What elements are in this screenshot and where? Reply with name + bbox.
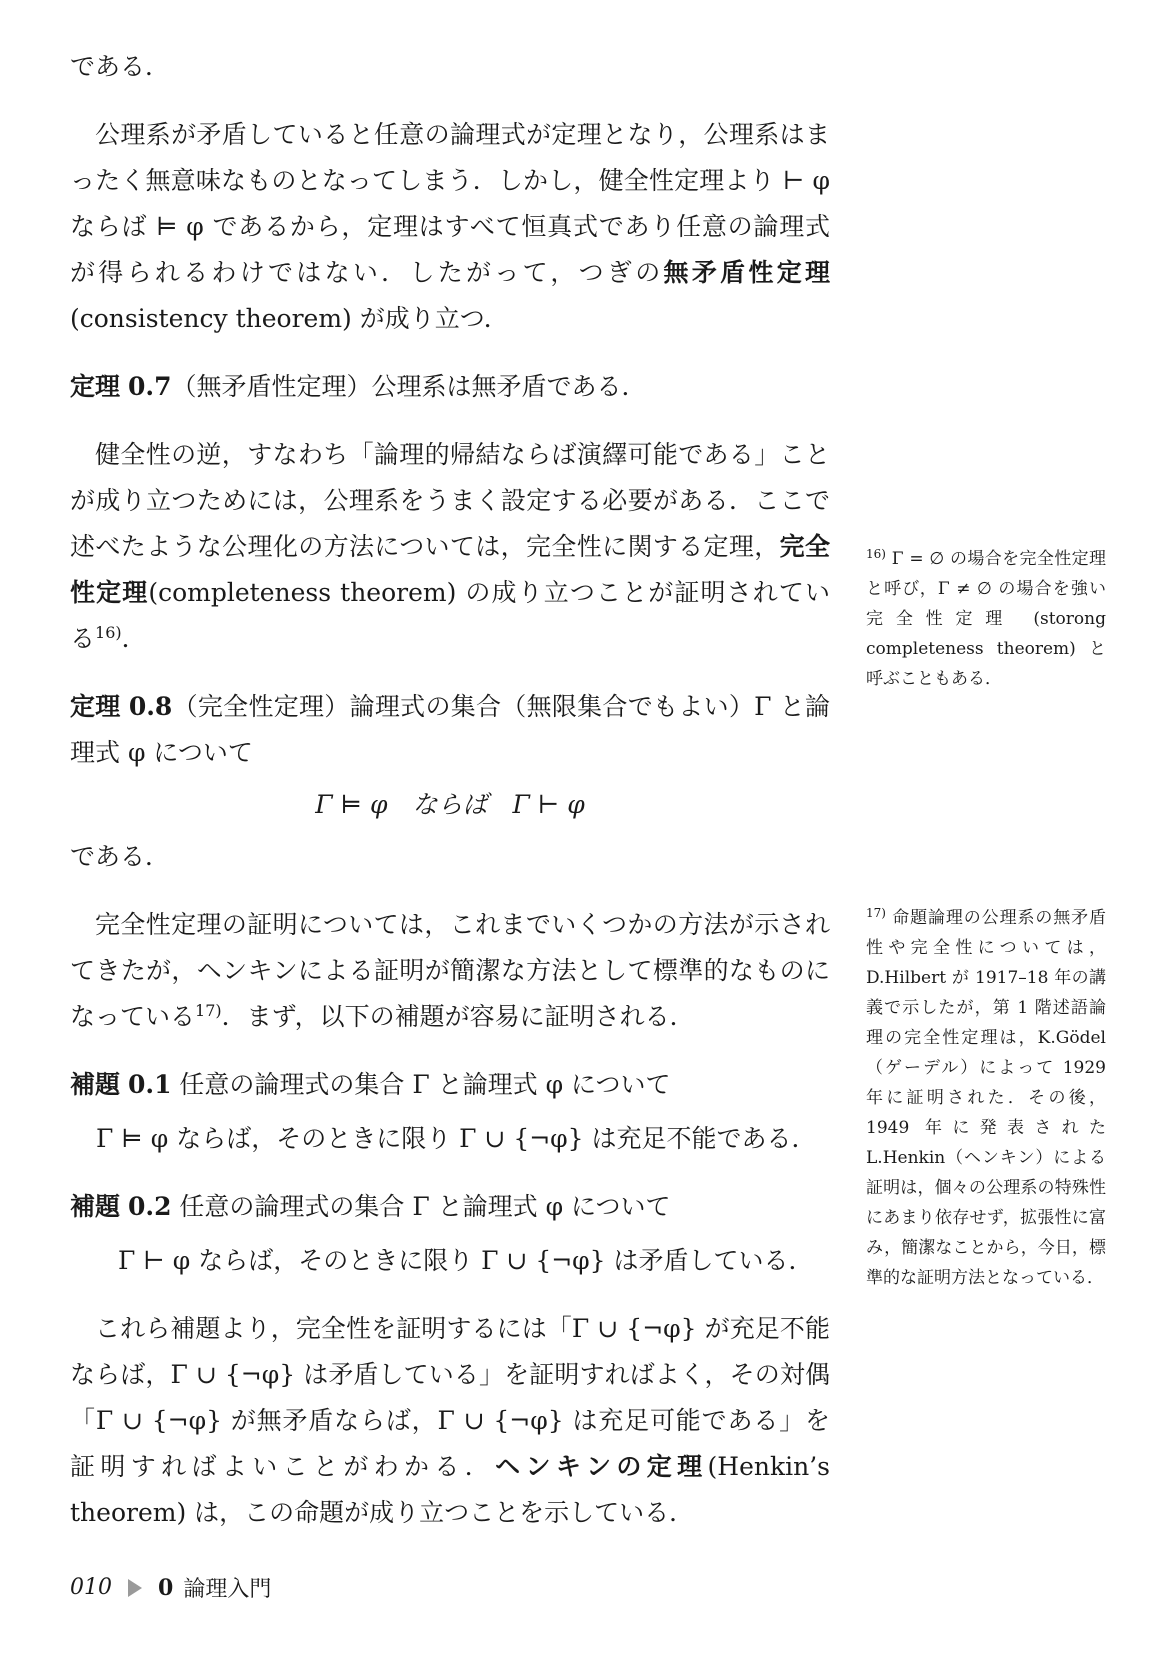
lemma-label: 補題 (70, 1192, 121, 1221)
paragraph-completeness-tail: (completeness theorem) の成り立つことが証明されている (70, 578, 830, 653)
theorem-0-7 (70, 364, 830, 410)
paragraph-consistency-tail: (consistency theorem) が成り立つ． (70, 304, 509, 333)
lemma-label: 補題 (70, 1070, 121, 1099)
theorem-number: 0.8 (128, 692, 173, 721)
theorem-body: 公理系は無矛盾である． (371, 372, 647, 401)
sidenote-text: Γ = ∅ の場合を完全性定理と呼び，Γ ≠ ∅ の場合を強い完全性定理 (storong completeness theorem) と呼ぶこともある． (866, 549, 1107, 689)
term-completeness-theorem: 完全性定理 (70, 532, 830, 607)
sidenote-17 (866, 903, 1106, 1293)
term-henkin-theorem: ヘンキンの定理 (495, 1452, 708, 1481)
lemma-0-2-formula: Γ ⊢ φ ならば，そのときに限り Γ ∪ {¬φ} は矛盾している． (118, 1246, 814, 1275)
paragraph-henkin-proof-tail: ．まず，以下の補題が容易に証明される． (221, 1002, 695, 1031)
theorem-name: （完全性定理） (172, 692, 350, 721)
term-consistency-theorem: 無矛盾性定理 (663, 258, 830, 287)
paragraph-completeness-end: ． (121, 624, 147, 653)
theorem-label: 定理 (70, 372, 121, 401)
theorem-number: 0.7 (127, 372, 172, 401)
lemma-0-1 (70, 1062, 830, 1108)
main-text-column (70, 44, 830, 1536)
paragraph-completeness (70, 432, 830, 662)
lemma-number: 0.2 (127, 1192, 172, 1221)
paragraph-henkin-theorem-tail: (Henkin’s theorem) は，この命題が成り立つことを示している． (70, 1452, 830, 1527)
page-footer (70, 1572, 271, 1603)
lemma-0-2 (70, 1184, 830, 1230)
paragraph-henkin-proof-body: 完全性定理の証明については，これまでいくつかの方法が示されてきたが，ヘンキンによる証明が簡潔な方法として標準的なものになっている (70, 910, 830, 1031)
sidenote-text: 命題論理の公理系の無矛盾性や完全性については，D.Hilbert が 1917–18 年の講義で示したが，第 1 階述語論理の完全性定理は，K.Gödel（ゲーデル）によって 1929 年に証明された．その後，1949 年に発表された L.Henkin（ヘンキン）による証明は，個々の公理系の特殊性にあまり依存せず，拡張性に富み，簡潔なことから，今日，標準的な証明方法となっている． (866, 908, 1107, 1288)
theorem-0-8 (70, 684, 830, 776)
paragraph-henkin-theorem (70, 1306, 830, 1536)
lemma-body: 任意の論理式の集合 Γ と論理式 φ について (179, 1192, 671, 1221)
footnote-ref-16[interactable]: 16) (95, 623, 122, 642)
paragraph-intro: である． (70, 52, 171, 81)
paragraph-henkin-theorem-body: これら補題より，完全性を証明するには「Γ ∪ {¬φ} が充足不能ならば，Γ ∪ {¬φ} は矛盾している」を証明すればよく，その対偶「Γ ∪ {¬φ} が無矛盾ならば，Γ ∪ {¬φ} は充足可能である」を証明すればよいことがわかる． (70, 1314, 830, 1481)
sidenote-16 (866, 544, 1106, 694)
paragraph-consistency (70, 112, 830, 342)
paragraph-consistency-body: 公理系が矛盾していると任意の論理式が定理となり，公理系はまったく無意味なものとなってしまう．しかし，健全性定理より ⊢ φ ならば ⊨ φ であるから，定理はすべて恒真式であり任意の論理式が得られるわけではない．したがって，つぎの (70, 120, 830, 287)
theorem-body: 論理式の集合（無限集合でもよい）Γ と論理式 φ について (70, 692, 830, 767)
theorem-name: （無矛盾性定理） (171, 372, 372, 401)
triangle-right-icon (128, 1579, 142, 1597)
theorem-label: 定理 (70, 692, 121, 721)
sidenote-mark: 17) (866, 906, 886, 920)
paragraph-completeness-body: 健全性の逆，すなわち「論理的帰結ならば演繹可能である」ことが成り立つためには，公理系をうまく設定する必要がある．ここで述べたような公理化の方法については，完全性に関する定理， (70, 440, 830, 561)
paragraph-henkin-proof (70, 902, 830, 1040)
chapter-title: 論理入門 (183, 1577, 272, 1602)
lemma-body: 任意の論理式の集合 Γ と論理式 φ について (179, 1070, 671, 1099)
page-number: 010 (70, 1575, 112, 1600)
chapter-number: 0 (158, 1574, 174, 1601)
lemma-number: 0.1 (127, 1070, 172, 1099)
paragraph-conclusion: である． (70, 842, 171, 871)
lemma-0-1-formula: Γ ⊨ φ ならば，そのときに限り Γ ∪ {¬φ} は充足不能である． (96, 1124, 817, 1153)
sidenote-mark: 16) (866, 547, 886, 561)
theorem-0-8-formula: Γ ⊨ φ ならば Γ ⊢ φ (315, 790, 585, 819)
footnote-ref-17[interactable]: 17) (195, 1001, 222, 1020)
